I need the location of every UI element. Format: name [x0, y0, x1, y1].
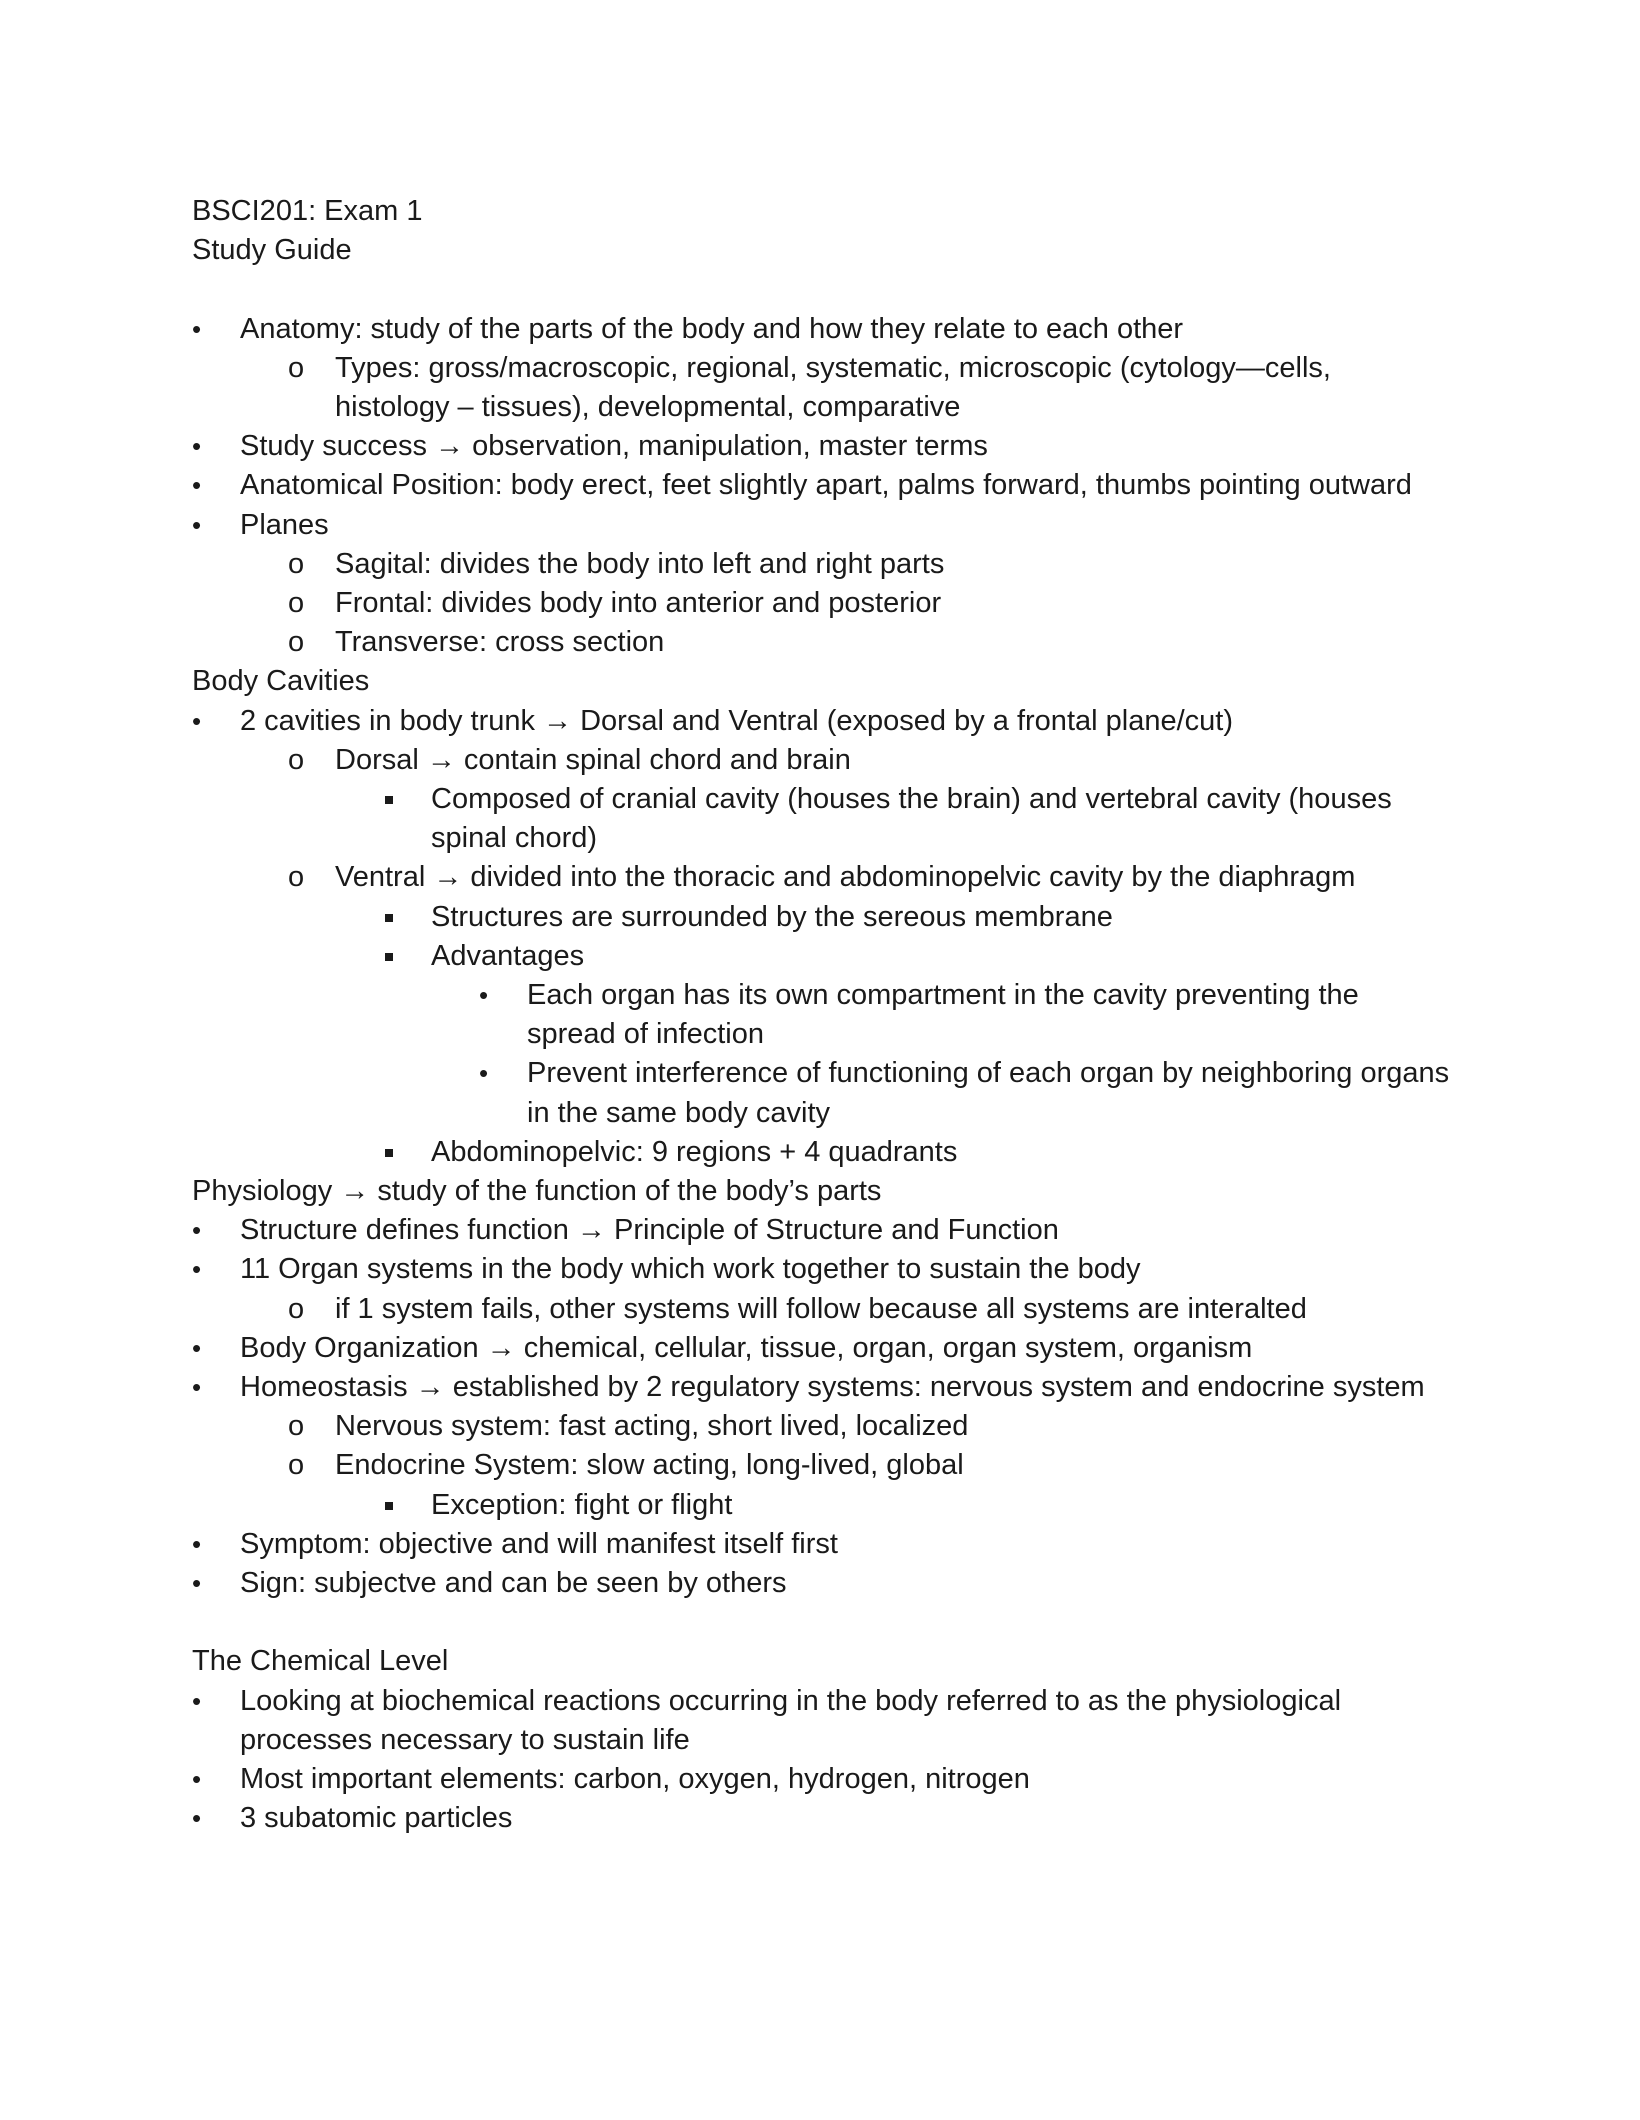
list-item-text: Prevent interference of functioning of each organ by neighboring organs in the same body cavity — [527, 1057, 1450, 1129]
document-subtitle: Study Guide — [192, 234, 352, 267]
list-item-text: Exception: fight or flight — [431, 1488, 733, 1521]
section-heading: Body Cavities — [192, 665, 370, 698]
bullet-marker: • — [479, 1058, 489, 1089]
list-item — [192, 1525, 1452, 1564]
course-title: BSCI201: Exam 1 — [192, 195, 423, 227]
list-item — [192, 1368, 1452, 1407]
list-item-text: Structure defines function → Principle of Structure and Function — [240, 1214, 1059, 1247]
list-item — [192, 1133, 1452, 1172]
list-item-text: 2 cavities in body trunk → Dorsal and Ventral (exposed by a frontal plane/cut) — [240, 704, 1233, 737]
section-heading: Physiology → study of the function of the body’s parts — [192, 1175, 882, 1208]
bullet-marker: • — [192, 1568, 202, 1599]
list-item — [192, 545, 1452, 584]
bullet-marker: • — [192, 431, 202, 462]
list-item — [192, 1486, 1452, 1525]
list-item — [192, 1446, 1452, 1485]
hollow-marker: o — [288, 351, 305, 384]
bullet-marker: • — [192, 1215, 202, 1246]
list-item-text: Frontal: divides body into anterior and posterior — [335, 587, 942, 620]
list-item — [192, 623, 1452, 662]
list-item — [192, 1407, 1452, 1446]
list-item-text: Body Organization → chemical, cellular, tissue, organ, organ system, organism — [240, 1331, 1253, 1364]
list-item-text: Nervous system: fast acting, short lived, localized — [335, 1410, 969, 1443]
list-item — [192, 1290, 1452, 1329]
list-item-text: Types: gross/macroscopic, regional, systematic, microscopic (cytology—cells, histology – tissues), developmental, comparative — [335, 351, 1331, 423]
hollow-marker: o — [288, 587, 305, 620]
bullet-marker: • — [192, 1372, 202, 1403]
list-item-text: Study success → observation, manipulation, master terms — [240, 430, 988, 463]
hollow-marker: o — [288, 1449, 305, 1482]
bullet-marker: • — [192, 509, 202, 540]
bullet-marker: • — [192, 1254, 202, 1285]
document-body — [192, 192, 1452, 1839]
hollow-marker: o — [288, 1410, 305, 1443]
list-item-text: Anatomical Position: body erect, feet slightly apart, palms forward, thumbs pointing outward — [240, 469, 1412, 502]
bullet-marker: • — [192, 470, 202, 501]
list-item-text: if 1 system fails, other systems will follow because all systems are interalted — [335, 1292, 1307, 1325]
bullet-marker: • — [479, 980, 489, 1011]
list-item-text: Anatomy: study of the parts of the body and how they relate to each other — [240, 312, 1184, 345]
hollow-marker: o — [288, 547, 305, 580]
list-item-text: Endocrine System: slow acting, long-lived, global — [335, 1449, 964, 1482]
square-marker — [385, 780, 399, 819]
list-item — [192, 466, 1452, 505]
bullet-marker: • — [192, 1764, 202, 1795]
list-item-text: Planes — [240, 508, 329, 541]
square-marker — [385, 898, 399, 937]
list-item — [192, 584, 1452, 623]
list-item-text: Sagital: divides the body into left and right parts — [335, 547, 945, 580]
list-item-text: Symptom: objective and will manifest itself first — [240, 1527, 838, 1560]
list-item — [192, 898, 1452, 937]
hollow-marker: o — [288, 861, 305, 894]
list-item — [192, 1799, 1452, 1838]
bullet-marker: • — [192, 1332, 202, 1363]
list-item — [192, 1054, 1452, 1132]
list-item-text: Sign: subjectve and can be seen by others — [240, 1567, 787, 1600]
list-item-text: 11 Organ systems in the body which work together to sustain the body — [240, 1253, 1141, 1286]
list-item-text: Homeostasis → established by 2 regulatory systems: nervous system and endocrine system — [240, 1371, 1425, 1404]
list-item — [192, 1682, 1452, 1760]
list-item — [192, 349, 1452, 427]
list-item-text: Dorsal → contain spinal chord and brain — [335, 743, 851, 776]
list-item-text: Most important elements: carbon, oxygen, hydrogen, nitrogen — [240, 1763, 1030, 1796]
list-item — [192, 310, 1452, 349]
hollow-marker: o — [288, 1292, 305, 1325]
bullet-marker: • — [192, 1803, 202, 1834]
list-item-text: Composed of cranial cavity (houses the brain) and vertebral cavity (houses spinal chord) — [431, 783, 1392, 855]
list-item — [192, 1211, 1452, 1250]
list-item — [192, 976, 1452, 1054]
list-item — [192, 427, 1452, 466]
list-item — [192, 858, 1452, 897]
list-item-text: Looking at biochemical reactions occurring in the body referred to as the physiological processes necessary to sustain life — [240, 1684, 1342, 1756]
list-item — [192, 1564, 1452, 1603]
list-item-text: Ventral → divided into the thoracic and abdominopelvic cavity by the diaphragm — [335, 861, 1356, 894]
list-item — [192, 741, 1452, 780]
list-item — [192, 1760, 1452, 1799]
hollow-marker: o — [288, 743, 305, 776]
list-item — [192, 1329, 1452, 1368]
section-heading: The Chemical Level — [192, 1645, 449, 1678]
square-marker — [385, 937, 399, 976]
list-item-text: Transverse: cross section — [335, 626, 665, 659]
spacer — [192, 270, 1452, 309]
bullet-marker: • — [192, 1685, 202, 1716]
square-marker — [385, 1486, 399, 1525]
bullet-marker: • — [192, 1528, 202, 1559]
list-item-text: Structures are surrounded by the sereous membrane — [431, 900, 1113, 933]
list-item-text: Advantages — [431, 939, 585, 972]
list-item — [192, 1250, 1452, 1289]
list-item-text: Each organ has its own compartment in the cavity preventing the spread of infection — [527, 979, 1359, 1051]
bullet-marker: • — [192, 313, 202, 344]
list-item — [192, 506, 1452, 545]
list-item — [192, 702, 1452, 741]
hollow-marker: o — [288, 626, 305, 659]
list-item-text: Abdominopelvic: 9 regions + 4 quadrants — [431, 1135, 958, 1168]
spacer — [192, 1603, 1452, 1642]
square-marker — [385, 1133, 399, 1172]
list-item — [192, 780, 1452, 858]
list-item-text: 3 subatomic particles — [240, 1802, 513, 1835]
bullet-marker: • — [192, 705, 202, 736]
list-item — [192, 937, 1452, 976]
